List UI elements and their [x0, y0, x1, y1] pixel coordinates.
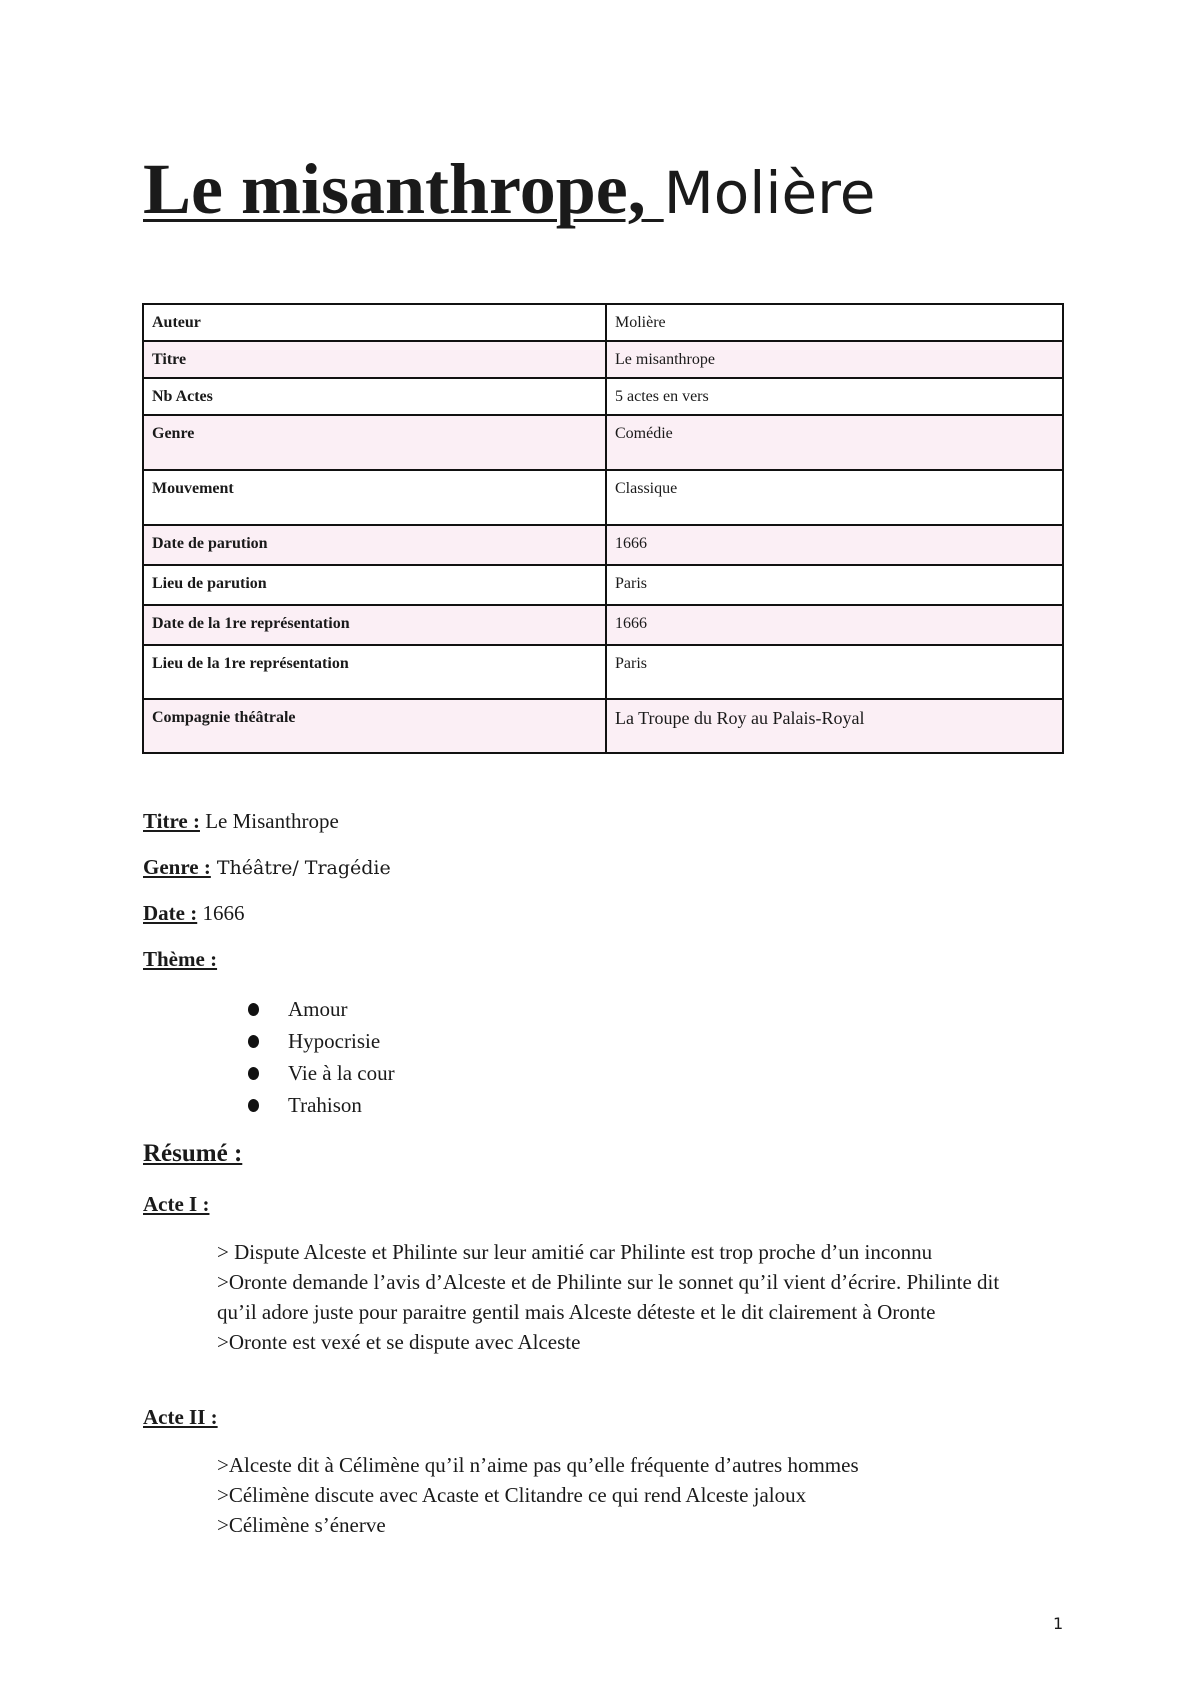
field-theme: [143, 946, 391, 992]
table-label: Date de parution: [143, 525, 606, 565]
table-value: Molière: [606, 304, 1063, 341]
table-value: 5 actes en vers: [606, 378, 1063, 415]
acte-2-heading: Acte II :: [143, 1405, 218, 1429]
table-value: 1666: [606, 605, 1063, 645]
title-author: Molière: [663, 159, 876, 227]
acte-1-text: [217, 1237, 1067, 1357]
field-label: Date :: [143, 901, 198, 925]
field-label: Thème :: [143, 947, 218, 971]
bullet-icon: [248, 1099, 259, 1112]
table-row: [143, 378, 1063, 415]
table-label: Titre: [143, 341, 606, 378]
table-label: Compagnie théâtrale: [143, 699, 606, 753]
table-value: 1666: [606, 525, 1063, 565]
page-title: [143, 148, 875, 231]
list-item-text: Trahison: [288, 1093, 362, 1117]
table-label: Date de la 1re représentation: [143, 605, 606, 645]
field-titre: [143, 808, 391, 854]
bullet-icon: [248, 1003, 259, 1016]
resume-heading: Résumé :: [143, 1140, 243, 1167]
table-row: [143, 605, 1063, 645]
list-item: [288, 1060, 395, 1092]
field-value: 1666: [197, 901, 245, 925]
list-item: [288, 1092, 395, 1124]
table-value: Comédie: [606, 415, 1063, 470]
table-value: Paris: [606, 645, 1063, 699]
theme-list: [288, 996, 395, 1124]
field-date: [143, 900, 391, 946]
table-label: Auteur: [143, 304, 606, 341]
acte-line: >Oronte demande l’avis d’Alceste et de Philinte sur le sonnet qu’il vient d’écrire. Philinte dit qu’il adore juste pour paraitre gentil mais Alceste déteste et le dit clairement à Oronte: [217, 1270, 1000, 1324]
list-item: [288, 996, 395, 1028]
acte-2-text: [217, 1450, 1067, 1540]
bullet-icon: [248, 1067, 259, 1080]
list-item-text: Vie à la cour: [288, 1061, 395, 1085]
table-label: Lieu de la 1re représentation: [143, 645, 606, 699]
table-label: Genre: [143, 415, 606, 470]
title-main: Le misanthrope,: [143, 149, 664, 229]
table-row: [143, 645, 1063, 699]
bullet-icon: [248, 1035, 259, 1048]
list-item-text: Amour: [288, 997, 348, 1021]
acte-line: >Célimène discute avec Acaste et Clitandre ce qui rend Alceste jaloux: [217, 1483, 807, 1507]
acte-line: >Alceste dit à Célimène qu’il n’aime pas qu’elle fréquente d’autres hommes: [217, 1453, 859, 1477]
table-label: Mouvement: [143, 470, 606, 525]
table-row: [143, 304, 1063, 341]
acte-line: >Oronte est vexé et se dispute avec Alceste: [217, 1330, 581, 1354]
table-label: Nb Actes: [143, 378, 606, 415]
field-label: Genre :: [143, 855, 211, 879]
table-row: [143, 699, 1063, 753]
table-value: Le misanthrope: [606, 341, 1063, 378]
table-label: Lieu de parution: [143, 565, 606, 605]
summary-fields: [143, 808, 391, 992]
field-value: Théâtre/ Tragédie: [210, 857, 391, 879]
field-value: Le Misanthrope: [199, 809, 339, 833]
table-row: [143, 341, 1063, 378]
field-label: Titre :: [143, 809, 200, 833]
table-value: Paris: [606, 565, 1063, 605]
table-row: [143, 415, 1063, 470]
info-table: [142, 303, 1064, 754]
list-item-text: Hypocrisie: [288, 1029, 381, 1053]
table-value: La Troupe du Roy au Palais-Royal: [606, 699, 1063, 753]
table-row: [143, 470, 1063, 525]
acte-1-heading: Acte I :: [143, 1192, 210, 1216]
table-row: [143, 565, 1063, 605]
page-number: 1: [1053, 1614, 1064, 1633]
field-genre: [143, 854, 391, 900]
acte-line: >Célimène s’énerve: [217, 1513, 386, 1537]
acte-line: > Dispute Alceste et Philinte sur leur amitié car Philinte est trop proche d’un inconnu: [217, 1240, 933, 1264]
table-value: Classique: [606, 470, 1063, 525]
table-row: [143, 525, 1063, 565]
list-item: [288, 1028, 395, 1060]
